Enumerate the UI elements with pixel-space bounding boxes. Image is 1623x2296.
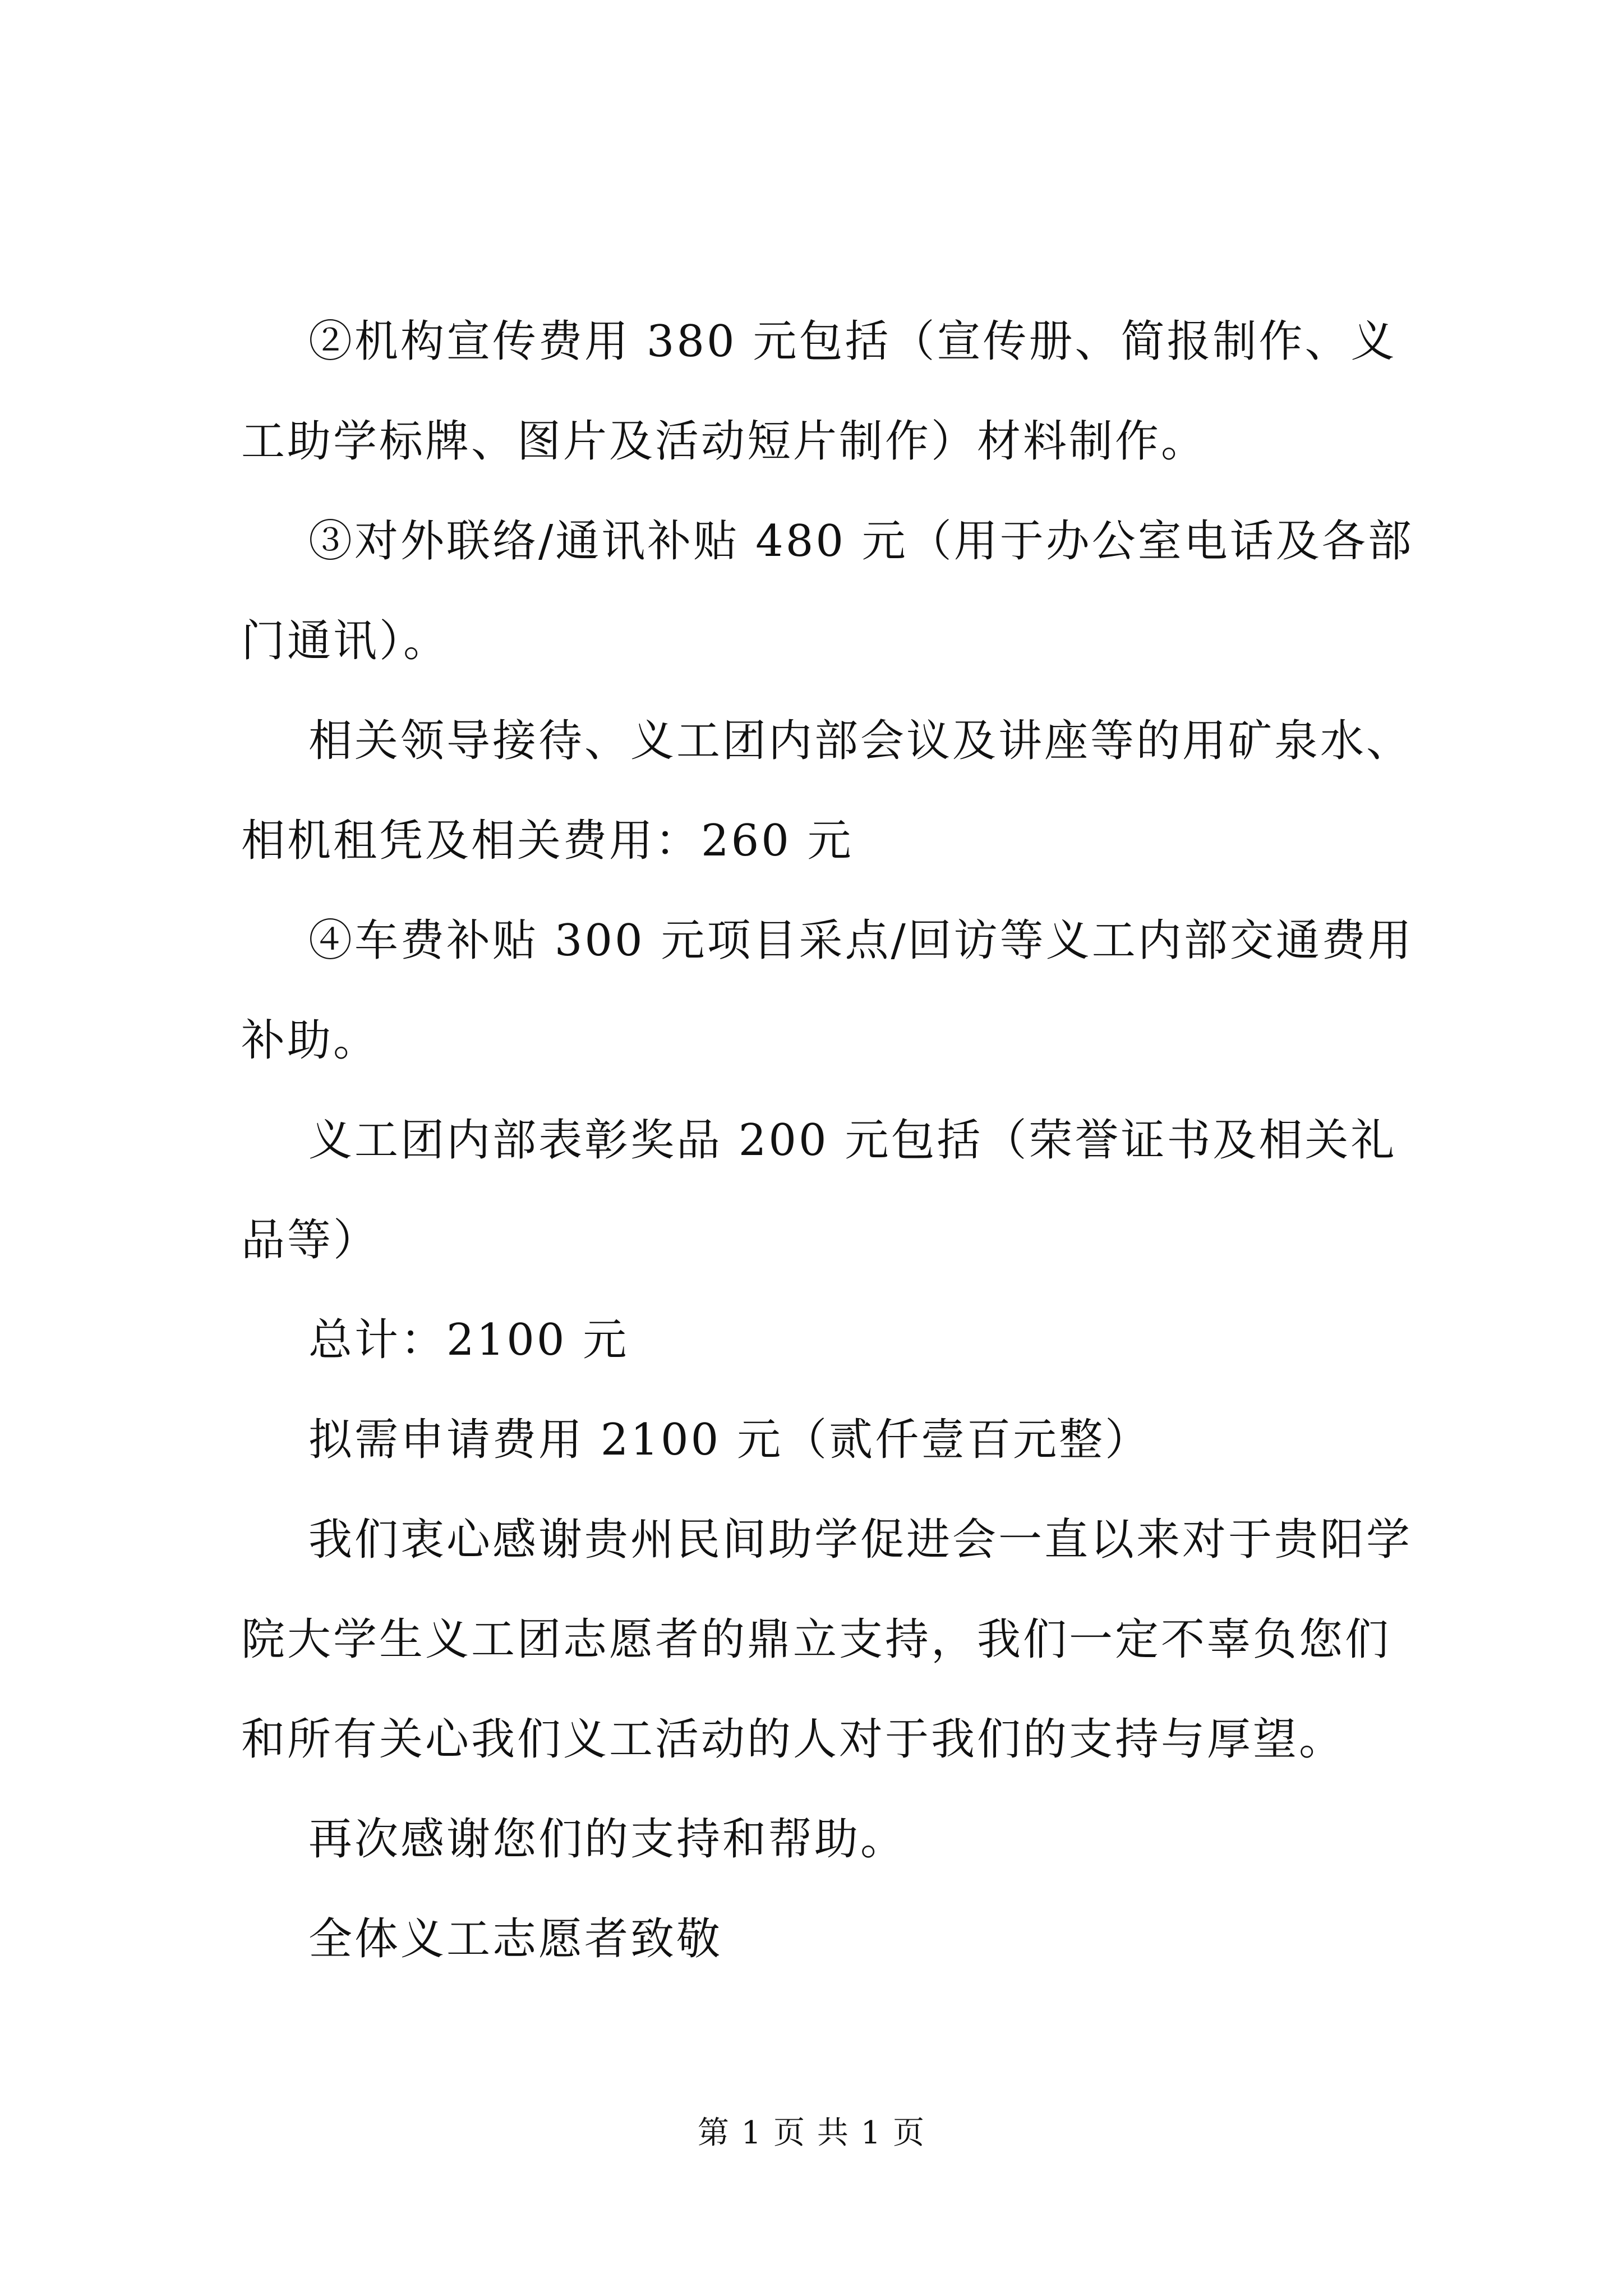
page-number-footer: 第 1 页 共 1 页 bbox=[697, 2115, 926, 2151]
paragraph-thanks-again: 再次感谢您们的支持和帮助。 bbox=[308, 1814, 907, 1865]
paragraph-reception-cost: 相关领导接待、义工团内部会议及讲座等的用矿泉水、相机租凭及相关费用：260 元 bbox=[241, 716, 1413, 866]
paragraph-awards-cost: 义工团内部表彰奖品 200 元包括（荣誉证书及相关礼品等） bbox=[241, 1115, 1397, 1266]
document-body bbox=[241, 292, 1430, 1989]
paragraph-communication-allowance: ③对外联络/通讯补贴 480 元（用于办公室电话及各部门通讯）。 bbox=[241, 516, 1414, 666]
paragraph-transport-allowance: ④车费补贴 300 元项目采点/回访等义工内部交通费用补助。 bbox=[241, 915, 1414, 1066]
paragraph-total: 总计：2100 元 bbox=[308, 1315, 629, 1365]
paragraph-signature: 全体义工志愿者致敬 bbox=[308, 1914, 723, 1964]
paragraph-promotion-cost: ②机构宣传费用 380 元包括（宣传册、简报制作、义工助学标牌、图片及活动短片制作）材料制作。 bbox=[241, 316, 1397, 467]
paragraph-thanks: 我们衷心感谢贵州民间助学促进会一直以来对于贵阳学院大学生义工团志愿者的鼎立支持，我们一定不辜负您们和所有关心我们义工活动的人对于我们的支持与厚望。 bbox=[241, 1515, 1413, 1765]
paragraph-requested-amount: 拟需申请费用 2100 元（贰仟壹百元整） bbox=[308, 1415, 1151, 1465]
